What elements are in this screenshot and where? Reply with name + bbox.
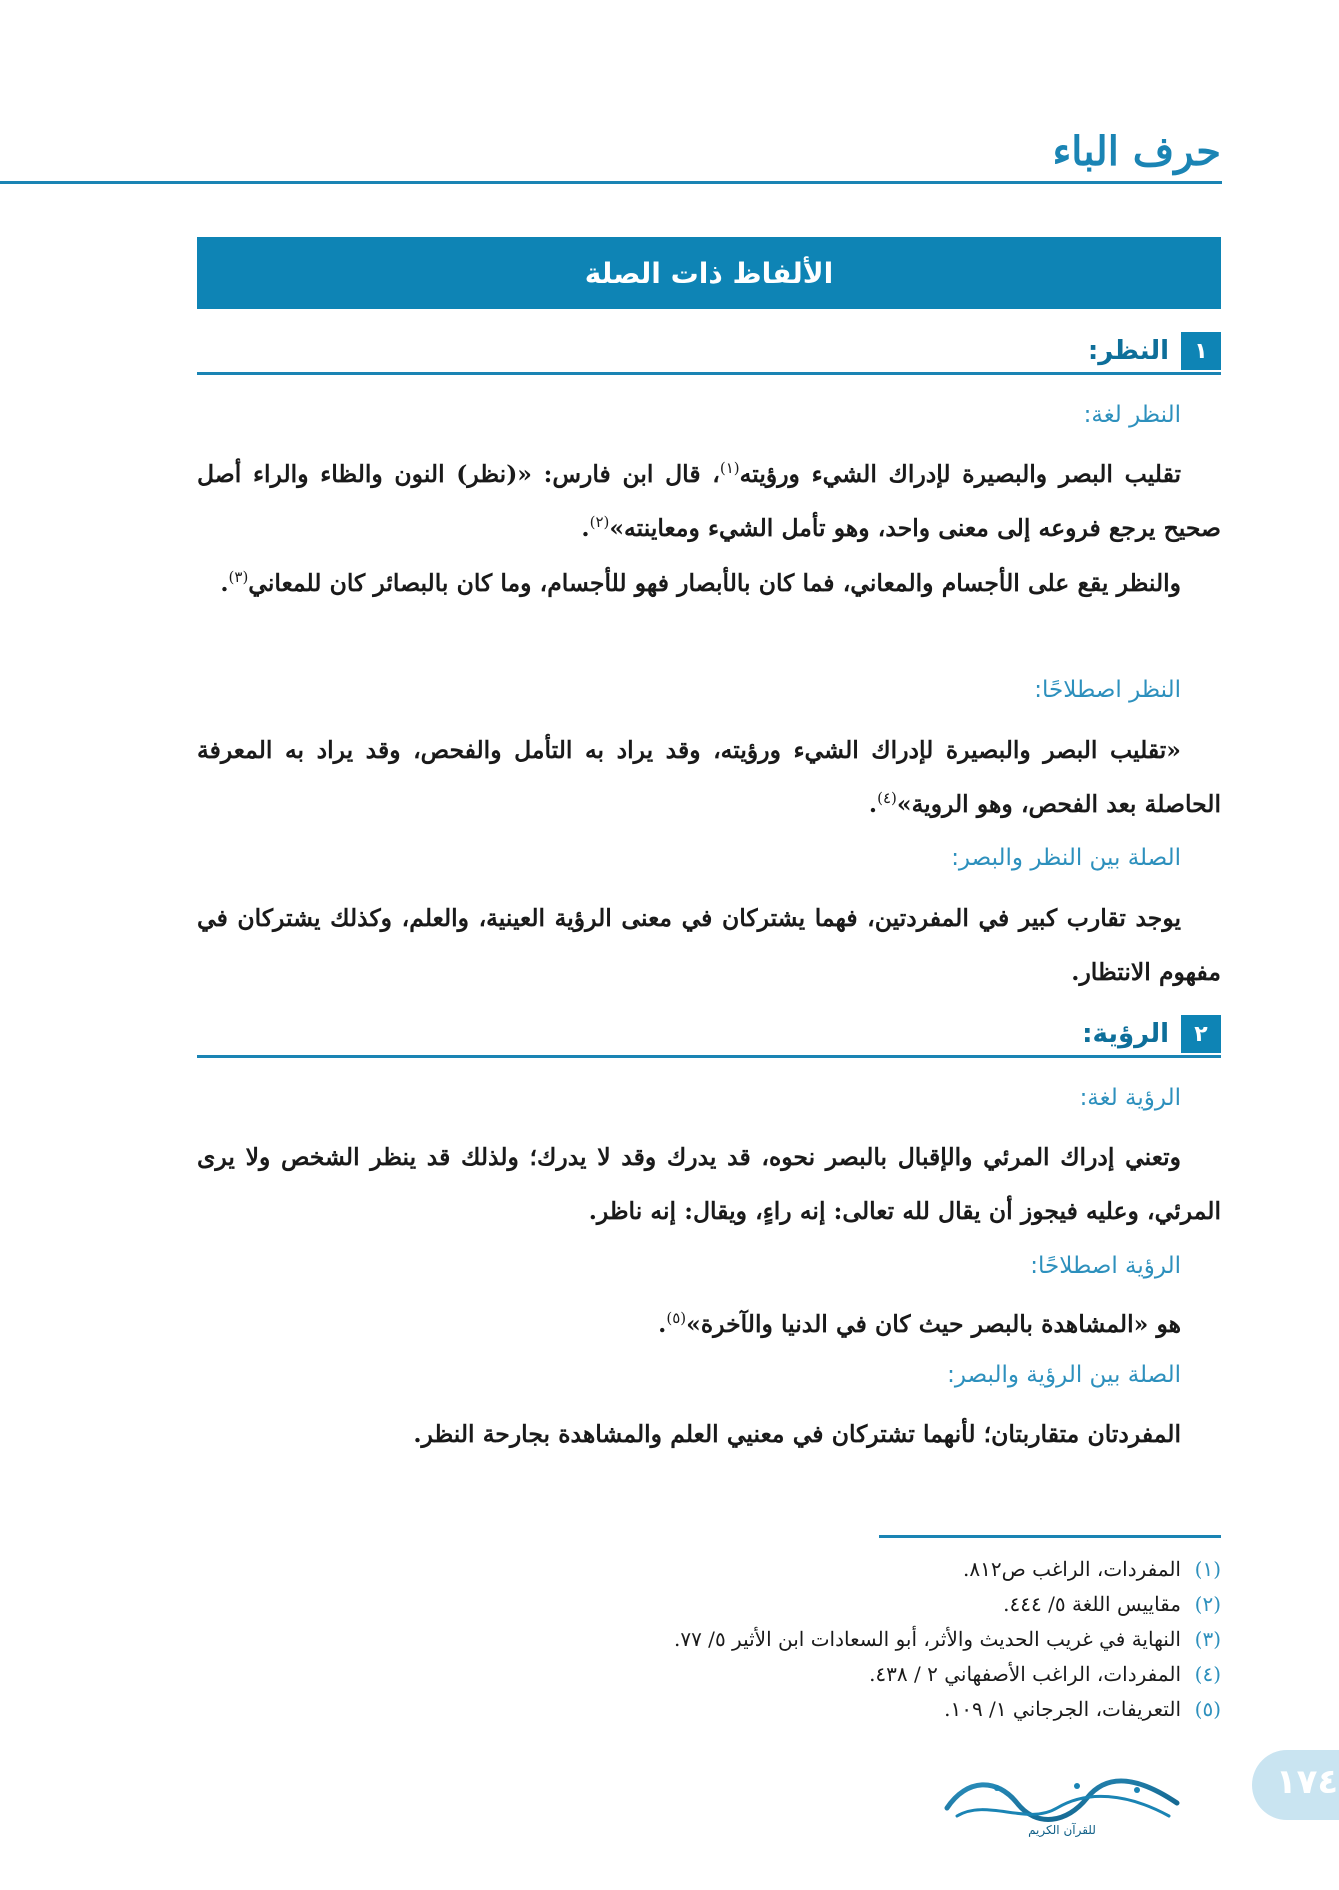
encyclopedia-logo	[937, 1768, 1187, 1840]
text: .	[658, 1310, 667, 1338]
text: والنظر يقع على الأجسام والمعاني، فما كان بالأبصار فهو للأجسام، وما كان بالبصائر كان للمعاني	[248, 569, 1181, 597]
footnote-ref-3[interactable]: (٣)	[228, 568, 249, 587]
footnote-number: (٣)	[1194, 1627, 1221, 1651]
text: .	[581, 514, 590, 542]
term-heading-2	[197, 1013, 1221, 1058]
footnote-number: (١)	[1194, 1557, 1221, 1581]
footnote-text: المفردات، الراغب الأصفهاني ٢ / ٤٣٨.	[869, 1662, 1181, 1686]
footnote-ref-4[interactable]: (٤)	[877, 789, 897, 808]
text: هو «المشاهدة بالبصر حيث كان في الدنيا والآخرة»	[686, 1310, 1181, 1338]
section-banner	[197, 237, 1221, 309]
paragraph-nazar-lugha-2	[197, 556, 1221, 610]
term-title-2: الرؤية:	[1082, 1019, 1169, 1049]
footnote-item	[197, 1692, 1221, 1727]
term-number-2: ٢	[1181, 1015, 1221, 1053]
subheading-nazar-sila: الصلة بين النظر والبصر:	[951, 845, 1181, 871]
header-rule	[0, 181, 1222, 184]
footnote-number: (٥)	[1194, 1697, 1221, 1721]
term-title-1: النظر:	[1087, 336, 1169, 366]
term-number-1: ١	[1181, 332, 1221, 370]
footnotes-list	[197, 1552, 1221, 1727]
chapter-title: حرف الباء	[1052, 128, 1221, 175]
paragraph-ruya-istilah	[197, 1297, 1181, 1351]
paragraph-nazar-lugha-1	[197, 447, 1221, 555]
footnote-ref-5[interactable]: (٥)	[666, 1309, 687, 1328]
paragraph-ruya-lugha: وتعني إدراك المرئي والإقبال بالبصر نحوه، قد يدرك وقد لا يدرك؛ ولذلك قد ينظر الشخص ولا يرى المرئي، وعليه فيجوز أن يقال لله تعالى: إنه راءٍ، ويقال: إنه ناظر.	[197, 1143, 1221, 1225]
footnote-text: المفردات، الراغب ص٨١٢.	[963, 1557, 1181, 1581]
section-banner-title: الألفاظ ذات الصلة	[584, 256, 834, 290]
footnote-item	[197, 1657, 1221, 1692]
footnote-item	[197, 1622, 1221, 1657]
footnote-text: التعريفات، الجرجاني ١/ ١٠٩.	[944, 1697, 1181, 1721]
paragraph-nazar-sila: يوجد تقارب كبير في المفردتين، فهما يشتركان في معنى الرؤية العينية، والعلم، وكذلك يشتركان في مفهوم الانتظار.	[197, 904, 1221, 986]
text: .	[868, 790, 878, 818]
subheading-ruya-istilah: الرؤية اصطلاحًا:	[1030, 1253, 1181, 1279]
subheading-ruya-sila: الصلة بين الرؤية والبصر:	[947, 1362, 1181, 1388]
subheading-nazar-lugha: النظر لغة:	[1083, 402, 1181, 428]
text: ، قال ابن فارس: «(نظر) النون والظاء والراء أصل صحيح يرجع فروعه إلى معنى واحد، وهو تأمل الشيء ومعاينته»	[197, 460, 1221, 542]
paragraph-ruya-sila: المفردتان متقاربتان؛ لأنهما تشتركان في معنيي العلم والمشاهدة بجارحة النظر.	[413, 1420, 1181, 1448]
text: تقليب البصر والبصيرة لإدراك الشيء ورؤيته	[739, 460, 1182, 488]
subheading-ruya-lugha: الرؤية لغة:	[1079, 1085, 1181, 1111]
paragraph-nazar-istilah	[197, 723, 1221, 831]
footnote-rule	[879, 1535, 1221, 1538]
footnote-text: النهاية في غريب الحديث والأثر، أبو السعادات ابن الأثير ٥/ ٧٧.	[673, 1627, 1181, 1651]
footnote-text: مقاييس اللغة ٥/ ٤٤٤.	[1003, 1592, 1181, 1616]
footnote-ref-2[interactable]: (٢)	[589, 513, 610, 532]
footnote-number: (٤)	[1194, 1662, 1221, 1686]
subheading-nazar-istilah: النظر اصطلاحًا:	[1034, 677, 1181, 703]
text: .	[220, 569, 229, 597]
footnote-number: (٢)	[1194, 1592, 1221, 1616]
term-heading-1	[197, 330, 1221, 375]
footnote-item	[197, 1552, 1221, 1587]
footnote-item	[197, 1587, 1221, 1622]
footnote-ref-1[interactable]: (١)	[719, 459, 740, 478]
page-number: ١٧٤	[1275, 1762, 1339, 1802]
text: «تقليب البصر والبصيرة لإدراك الشيء ورؤيته، وقد يراد به التأمل والفحص، وقد يراد به المعرفة الحاصلة بعد الفحص، وهو الروية»	[197, 736, 1221, 818]
logo-subtext: للقرآن الكريم	[1028, 1823, 1096, 1837]
